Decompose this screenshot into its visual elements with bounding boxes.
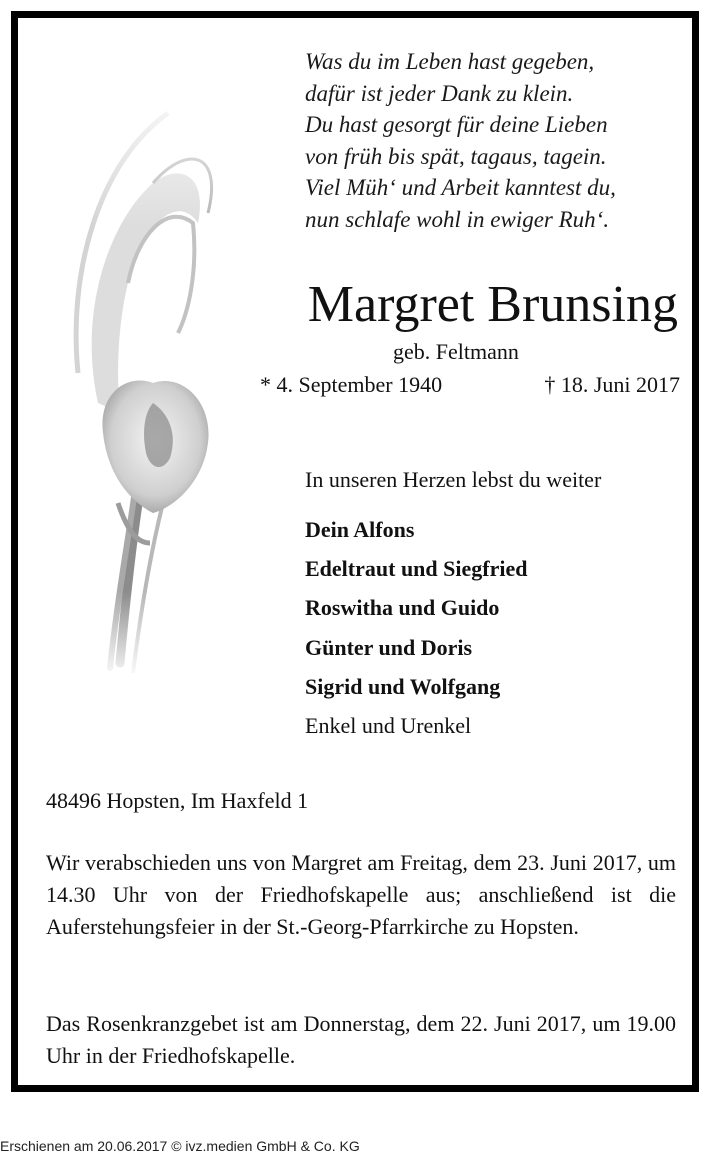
death-date: † 18. Juni 2017 — [544, 372, 680, 397]
mourner: Dein Alfons — [305, 517, 415, 542]
funeral-info: Wir verabschieden uns von Margret am Freitag, dem 23. Juni 2017, um 14.30 Uhr von der Friedhofskapelle aus; anschließend ist die Auferstehungsfeier in der St.-Georg-Pfarrkirche zu Hopsten. — [46, 850, 676, 939]
deceased-name: Margret Brunsing — [307, 276, 678, 333]
poem-line: nun schlafe wohl in ewiger Ruh‘. — [305, 206, 610, 232]
maiden-name: geb. Feltmann — [393, 339, 519, 364]
mourner: Enkel und Urenkel — [305, 712, 472, 738]
poem-line: Was du im Leben hast gegeben, — [305, 49, 595, 74]
publication-footer: Erschienen am 20.06.2017 © ivz.medien GmbH & Co. KG — [0, 1138, 360, 1154]
life-dates — [260, 370, 680, 400]
mourner: Edeltraut und Siegfried — [305, 556, 528, 582]
poem-line: Viel Müh‘ und Arbeit kanntest du, — [305, 175, 616, 200]
poem-line: dafür ist jeder Dank zu klein. — [305, 80, 574, 106]
mourners-list — [305, 515, 527, 750]
obituary-card — [11, 11, 699, 1092]
calla-lily-image — [58, 73, 238, 683]
mourner: Günter und Doris — [305, 634, 473, 660]
poem-line: Du hast gesorgt für deine Lieben — [305, 112, 608, 137]
mourner: Roswitha und Guido — [305, 595, 500, 621]
poem — [305, 46, 685, 235]
motto: In unseren Herzen lebst du weiter — [305, 467, 602, 492]
rosary-info: Das Rosenkranzgebet ist am Donnerstag, dem 22. Juni 2017, um 19.00 Uhr in der Friedhofskapelle. — [46, 1011, 676, 1068]
mourner: Sigrid und Wolfgang — [305, 673, 501, 699]
poem-line: von früh bis spät, tagaus, tagein. — [305, 143, 607, 169]
birth-date: * 4. September 1940 — [260, 372, 443, 397]
address: 48496 Hopsten, Im Haxfeld 1 — [46, 788, 309, 813]
